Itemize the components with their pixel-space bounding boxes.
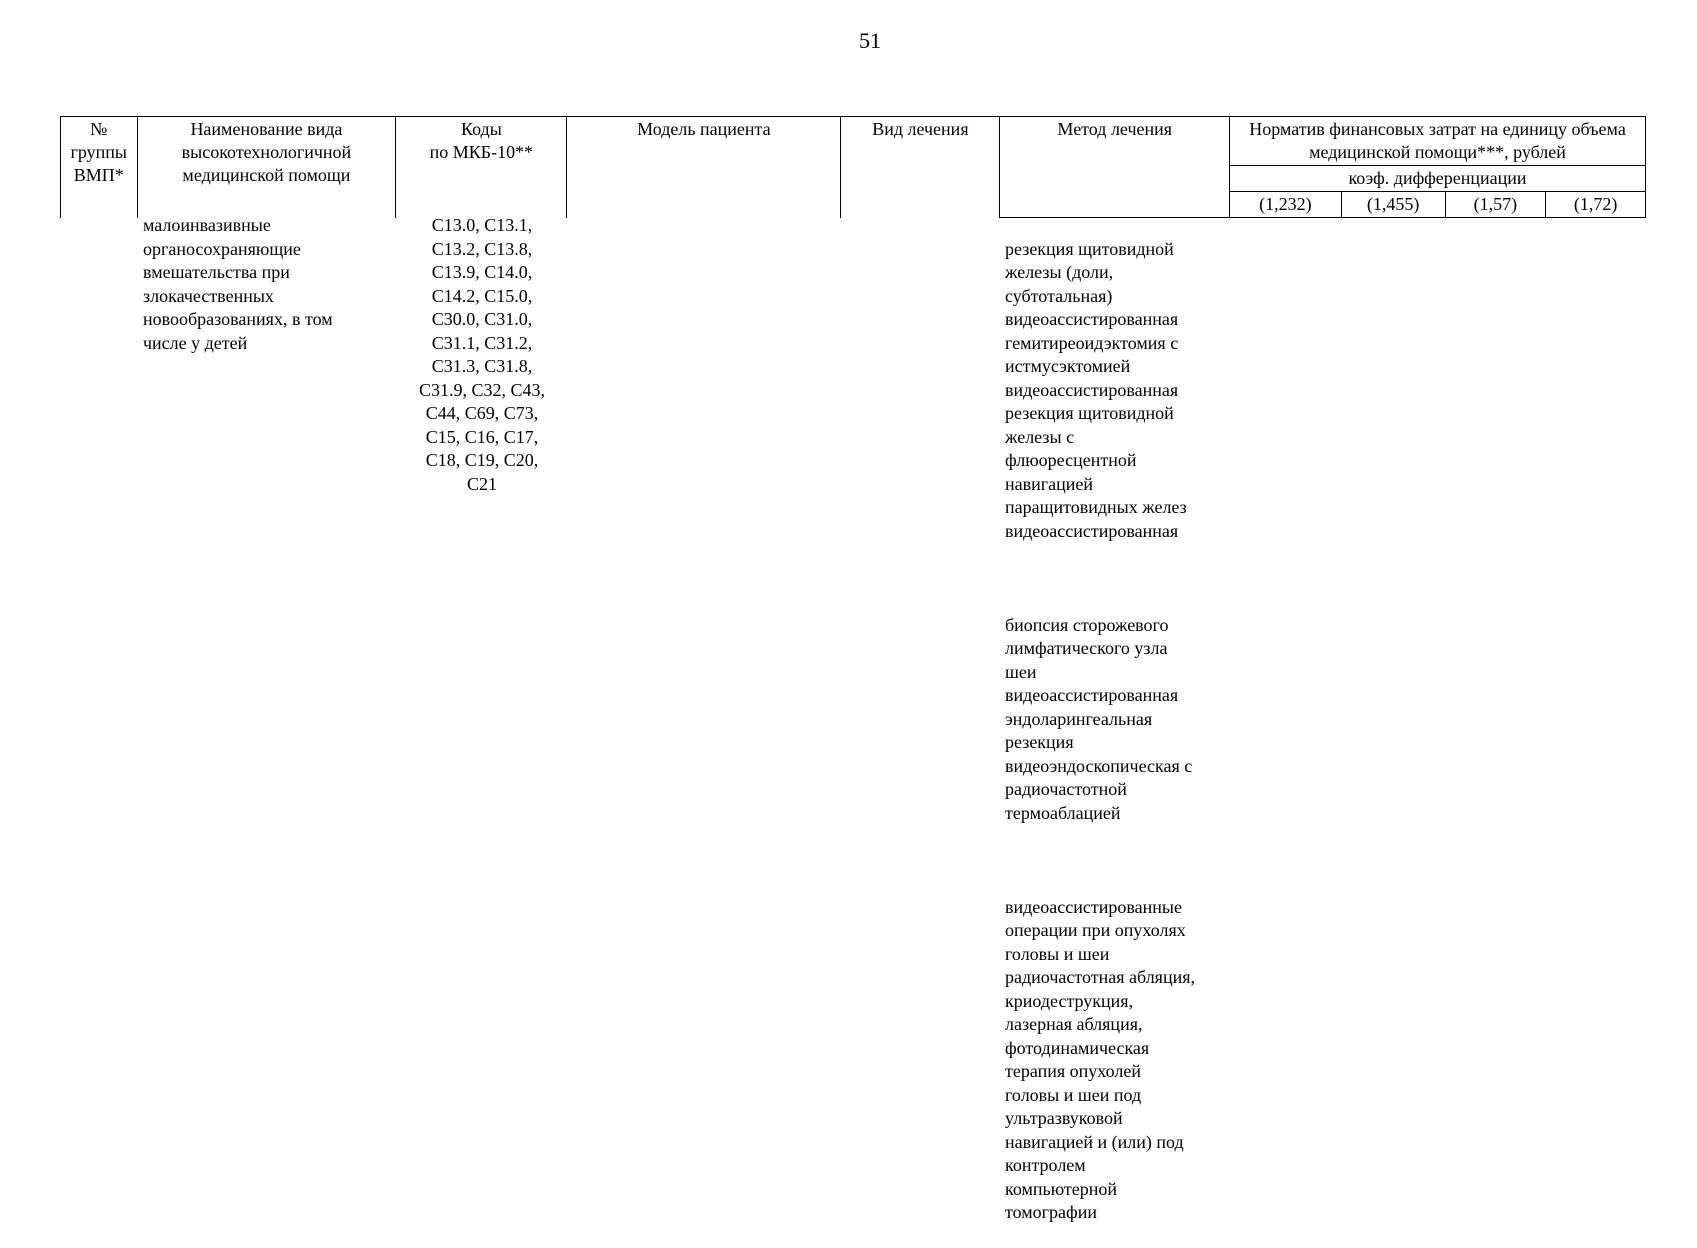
row-codes-cell: C13.0, C13.1, C13.2, C13.8, C13.9, C14.0, C14.2, C15.0, C30.0, C31.0, C31.1, C31.2, C31.3, C31.8, C31.9, C32, C43, C44, C69, C73, C15, C16, C17, C18, C19, C20, C21: [418, 215, 546, 494]
header-coef-3: (1,57): [1445, 192, 1546, 218]
row-name-cell: малоинвазивные органосохраняющие вмешательства при злокачественных новообразованиях, в том числе у детей: [143, 215, 333, 353]
header-coef-4: (1,72): [1546, 192, 1646, 218]
header-coef-2: (1,455): [1341, 192, 1445, 218]
table-header: [60, 116, 1646, 218]
method-block-2: биопсия сторожевого лимфатического узла шеи видеоассистированная эндоларингеальная резекция видеоэндоскопическая с радиочастотной термоаблацией: [1005, 614, 1193, 823]
method-block-3: видеоассистированные операции при опухолях головы и шеи радиочастотная абляция, криодеструкция, лазерная абляция, фотодинамическая терапия опухолей головы и шеи под ультразвуковой навигацией и (или) под контролем компьютерной томографии: [1005, 896, 1196, 1222]
header-name: Наименование вида высокотехнологичной медицинской помощи: [137, 117, 396, 218]
page-number: 51: [859, 28, 881, 53]
header-coef-1: (1,232): [1230, 192, 1342, 218]
row-methods-cell: [1005, 214, 1235, 1248]
header-treatment-type: Вид лечения: [841, 117, 1000, 218]
header-coef-label: коэф. дифференциации: [1230, 166, 1646, 192]
header-codes: Коды по МКБ-10**: [396, 117, 567, 218]
header-norm: Норматив финансовых затрат на единицу объема медицинской помощи***, рублей: [1230, 117, 1646, 166]
header-method: Метод лечения: [1000, 117, 1230, 218]
header-patient-model: Модель пациента: [567, 117, 841, 218]
method-block-1: резекция щитовидной железы (доли, субтотальная) видеоассистированная гемитиреоидэктомия с истмусэктомией видеоассистированная резекция щитовидной железы с флюоресцентной навигацией паращитовидных желез видеоассистированная: [1005, 238, 1187, 541]
header-group-no: № группы ВМП*: [61, 117, 138, 218]
